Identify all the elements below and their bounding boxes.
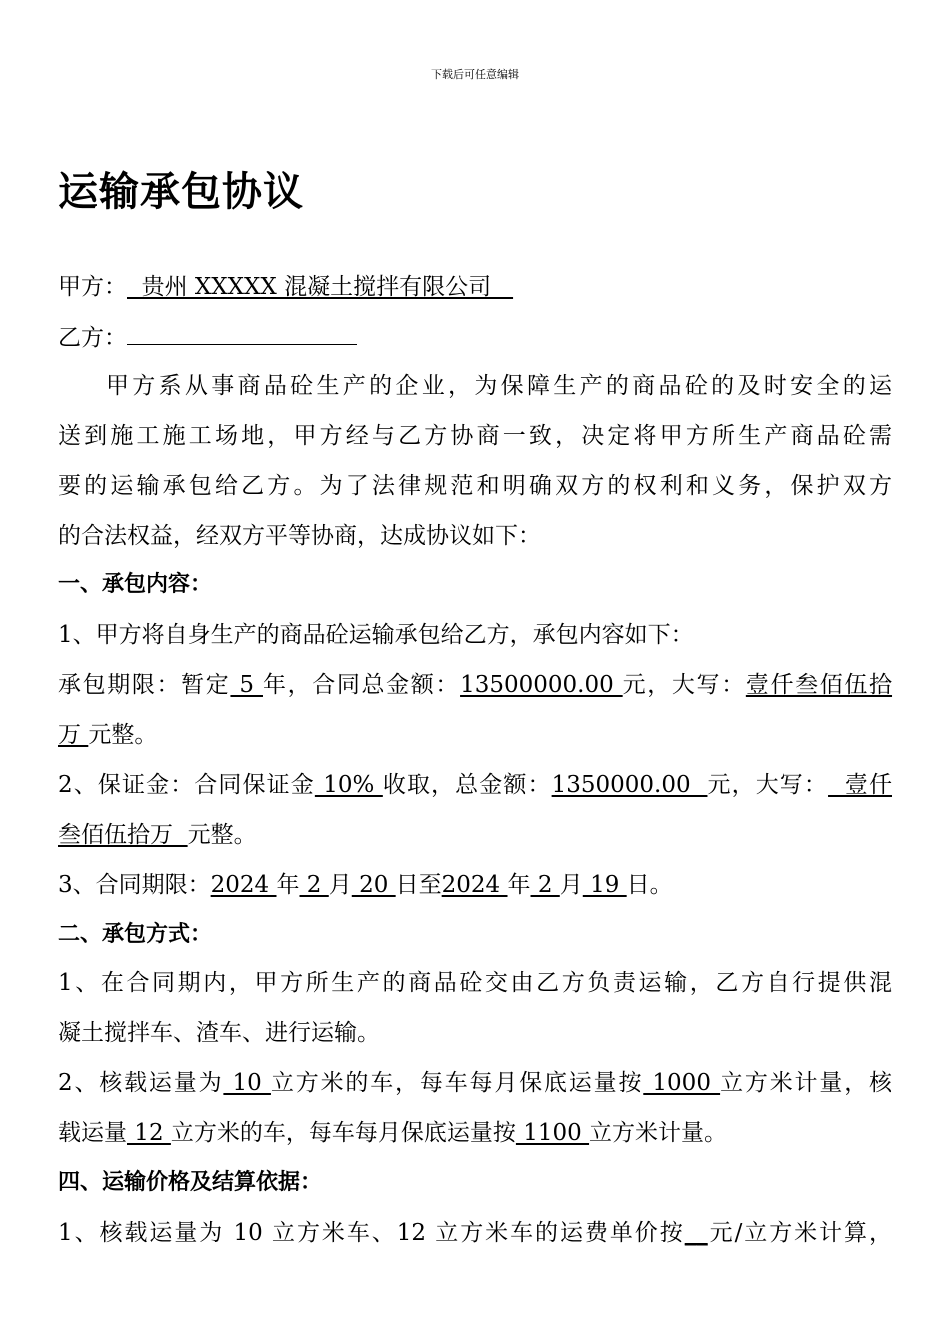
party-a-label: 甲方： [58,274,127,300]
deposit-rate: 10% [314,772,383,798]
price-text-2: 元/立方米计算， [707,1220,893,1246]
term-text-3: 元，大写： [622,672,746,698]
deposit-line-2 [58,820,892,850]
period-year-char-1: 年 [276,872,300,898]
period-end-month: 2 [530,872,560,898]
period-text-1: 3、合同期限： [58,872,211,898]
section4-heading: 四、运输价格及结算依据： [58,1170,323,1195]
capacity-value-10: 10 [223,1070,271,1096]
capacity-text-2: 立方米的车，每车每月保底运量按 [270,1070,644,1096]
capacity-text-3: 立方米计量，核 [720,1070,893,1096]
period-start-day: 20 [351,872,396,898]
intro-line-4: 的合法权益，经双方平等协商，达成协议如下： [58,523,541,549]
period-to-text: 日至 [395,872,442,898]
period-month-char-1: 月 [328,872,352,898]
deposit-line [58,770,892,800]
deposit-text-1: 2、保证金：合同保证金 [58,772,315,798]
section4-item1-line-1 [58,1218,892,1248]
period-end-year: 2024 [441,872,508,898]
intro-line-1: 甲方系从事商品砼生产的企业，为保障生产的商品砼的及时安全的运 [106,373,892,399]
deposit-amount-words-a: 壹仟 [828,772,892,798]
deposit-text-3: 元，大写： [707,772,829,798]
term-text-4: 元整。 [88,722,158,748]
section1-heading: 一、承包内容： [58,572,213,597]
deposit-amount: 1350000.00 [551,772,708,798]
price-text-1: 1、核载运量为 10 立方米车、12 立方米车的运费单价按 [58,1220,685,1246]
intro-line-2: 送到施工施工场地，甲方经与乙方协商一致，决定将甲方所生产商品砼需 [58,423,892,449]
deposit-text-2: 收取，总金额： [382,772,552,798]
deposit-text-4: 元整。 [187,822,257,848]
min-volume-1000: 1000 [643,1070,721,1096]
capacity-text-1: 2、核载运量为 [58,1070,224,1096]
capacity-value-12: 12 [127,1120,171,1146]
period-day-char-2: 日。 [626,872,673,898]
term-line-2 [58,720,892,750]
party-a-line [58,272,892,302]
term-line [58,670,892,700]
term-text-1: 承包期限：暂定 [58,672,231,698]
term-amount-words-b: 万 [58,722,89,748]
period-end-day: 19 [582,872,627,898]
party-b-blank [127,322,357,345]
period-line [58,870,892,900]
document-title: 运输承包协议 [58,169,304,215]
deposit-amount-words-b: 叁佰伍拾万 [58,822,188,848]
period-start-month: 2 [299,872,329,898]
section2-heading: 二、承包方式： [58,922,213,947]
capacity-text-5: 立方米的车，每车每月保底运量按 [170,1120,516,1146]
min-volume-1100: 1100 [515,1120,590,1146]
period-month-char-2: 月 [559,872,583,898]
term-amount: 13500000.00 [460,672,623,698]
section1-item1: 1、甲方将自身生产的商品砼运输承包给乙方，承包内容如下： [58,622,694,648]
party-b-line [58,322,892,353]
period-start-year: 2024 [210,872,277,898]
section2-item1-line-1: 1、在合同期内，甲方所生产的商品砼交由乙方负责运输，乙方自行提供混 [58,970,892,996]
term-text-2: 年，合同总金额： [262,672,461,698]
capacity-text-6: 立方米计量。 [589,1120,728,1146]
period-year-char-2: 年 [507,872,531,898]
capacity-text-4: 载运量 [58,1120,127,1146]
intro-line-3: 要的运输承包给乙方。为了法律规范和明确双方的权利和义务，保护双方 [58,473,892,499]
term-years: 5 [230,672,263,698]
party-a-value: 贵州 XXXXX 混凝土搅拌有限公司 [127,274,514,300]
section2-item2-line-2 [58,1118,892,1148]
price-blank: __ [684,1220,708,1246]
term-amount-words-a: 壹仟叁佰伍拾 [745,672,893,698]
header-note: 下载后可任意编辑 [431,68,519,81]
section2-item2-line-1 [58,1068,892,1098]
section2-item1-line-2: 凝土搅拌车、渣车、进行运输。 [58,1020,380,1046]
party-b-label: 乙方： [58,325,127,351]
